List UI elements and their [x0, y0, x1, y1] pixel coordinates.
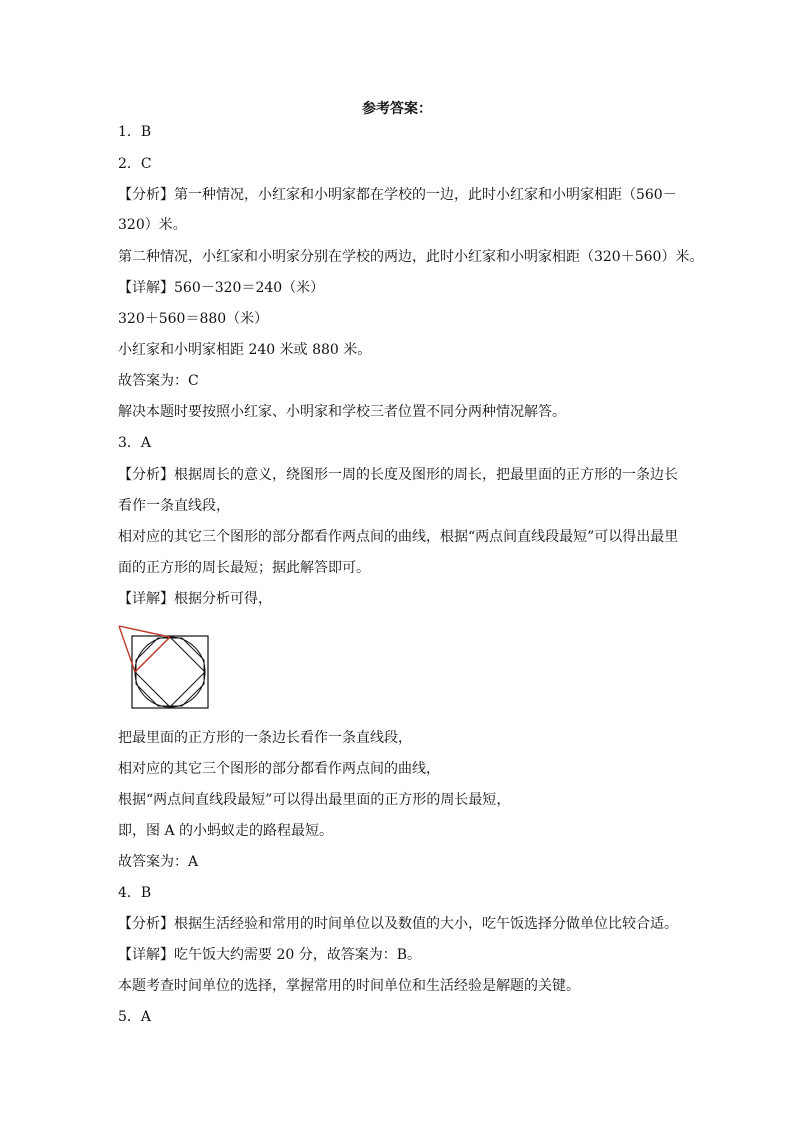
answer-4: 4．B	[118, 885, 152, 901]
answer-5: 5．A	[118, 1009, 152, 1025]
analysis-2-line-2: 320）米。	[118, 217, 187, 233]
detail-3-line-3: 相对应的其它三个图形的部分都看作两点间的曲线，	[118, 761, 440, 777]
analysis-3-line-1: 【分析】根据周长的意义，绕图形一周的长度及图形的周长，把最里面的正方形的一条边长	[118, 467, 678, 483]
note-4: 本题考查时间单位的选择，掌握常用的时间单位和生活经验是解题的关键。	[118, 978, 580, 994]
detail-3-line-4: 根据“两点间直线段最短”可以得出最里面的正方形的周长最短，	[118, 792, 511, 808]
answer-3: 3．A	[118, 435, 152, 451]
inscribed-circle	[135, 637, 205, 707]
analysis-4: 【分析】根据生活经验和常用的时间单位以及数值的大小，吃午饭选择分做单位比较合适。	[118, 916, 678, 932]
highlight-line-top	[119, 626, 170, 637]
analysis-3-line-2: 看作一条直线段，	[118, 498, 230, 514]
detail-2-line-2: 320＋560＝880（米）	[118, 311, 269, 327]
outer-square	[132, 636, 208, 708]
answer-3-final: 故答案为：A	[118, 854, 199, 870]
highlight-line-side	[119, 626, 135, 672]
detail-3-line-5: 即，图 A 的小蚂蚁走的路程最短。	[118, 823, 334, 839]
detail-3-line-1: 【详解】根据分析可得，	[118, 591, 272, 607]
answer-1: 1．B	[118, 124, 152, 140]
analysis-2-line-1: 【分析】第一种情况，小红家和小明家都在学校的一边，此时小红家和小明家相距（560－	[118, 187, 677, 203]
page-title: 参考答案：	[362, 101, 432, 117]
note-2: 解决本题时要按照小红家、小明家和学校三者位置不同分两种情况解答。	[118, 404, 566, 420]
analysis-3-line-3: 相对应的其它三个图形的部分都看作两点间的曲线，根据“两点间直线段最短”可以得出最里	[118, 529, 679, 545]
detail-3-line-2: 把最里面的正方形的一条边长看作一条直线段，	[118, 730, 412, 746]
detail-4: 【详解】吃午饭大约需要 20 分，故答案为：B。	[118, 947, 422, 963]
detail-2-line-3: 小红家和小明家相距 240 米或 880 米。	[118, 342, 372, 358]
detail-2-line-1: 【详解】560－320＝240（米）	[118, 280, 325, 296]
analysis-3-line-4: 面的正方形的周长最短；据此解答即可。	[118, 560, 370, 576]
inner-octagon	[136, 638, 204, 706]
analysis-2-line-3: 第二种情况，小红家和小明家分别在学校的两边，此时小红家和小明家相距（320＋560）米。	[118, 249, 704, 265]
answer-2: 2．C	[118, 156, 152, 172]
answer-2-final: 故答案为：C	[118, 373, 199, 389]
square-circle-octagon-figure	[118, 624, 210, 710]
